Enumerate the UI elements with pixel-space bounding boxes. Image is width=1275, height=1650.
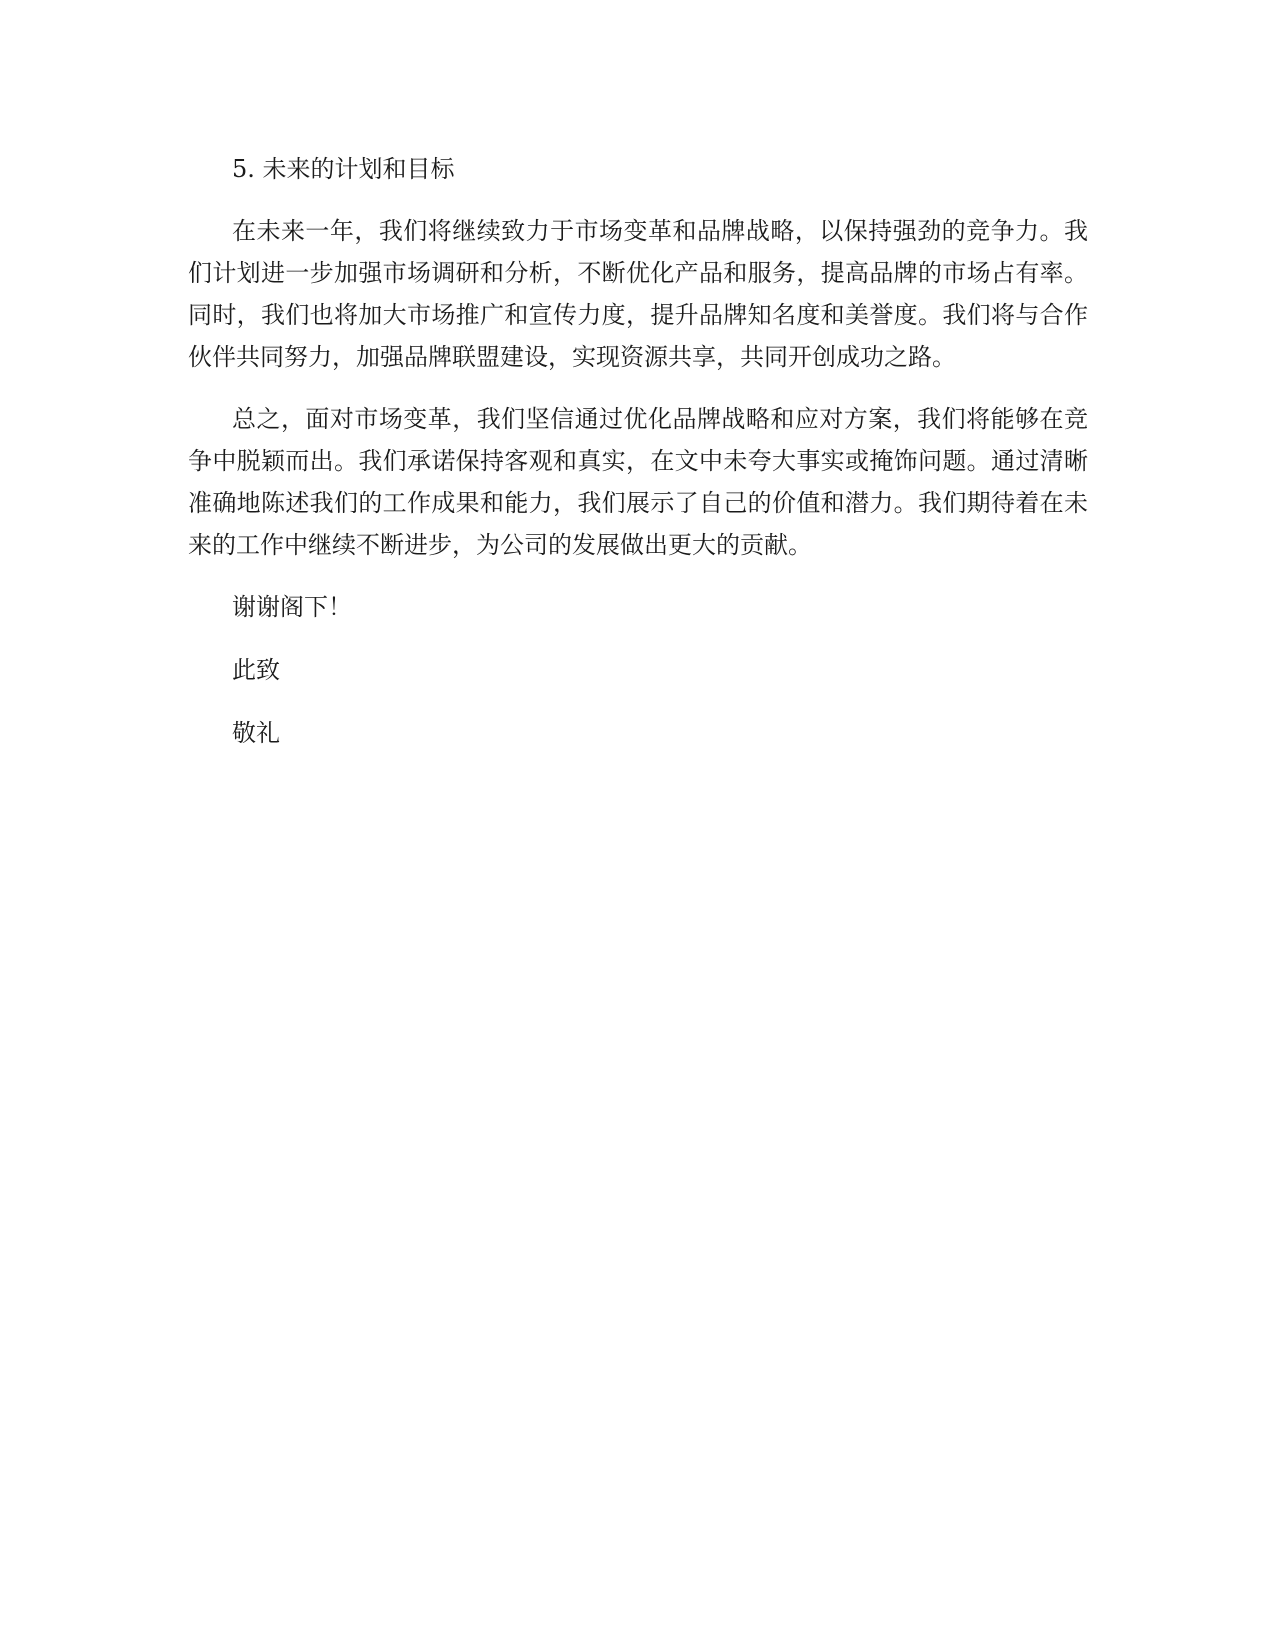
paragraph-future-plan: 在未来一年，我们将继续致力于市场变革和品牌战略，以保持强劲的竞争力。我们计划进一步加强市场调研和分析，不断优化产品和服务，提高品牌的市场占有率。同时，我们也将加大市场推广和宣传力度，提升品牌知名度和美誉度。我们将与合作伙伴共同努力，加强品牌联盟建设，实现资源共享，共同开创成功之路。 bbox=[188, 217, 1088, 371]
closing-line-1: 此致 bbox=[232, 656, 280, 684]
document-page bbox=[188, 148, 1088, 775]
closing-line-2: 敬礼 bbox=[232, 719, 280, 747]
section-heading: 5. 未来的计划和目标 bbox=[232, 155, 455, 183]
paragraph-conclusion: 总之，面对市场变革，我们坚信通过优化品牌战略和应对方案，我们将能够在竞争中脱颖而出。我们承诺保持客观和真实，在文中未夸大事实或掩饰问题。通过清晰准确地陈述我们的工作成果和能力，我们展示了自己的价值和潜力。我们期待着在未来的工作中继续不断进步，为公司的发展做出更大的贡献。 bbox=[188, 405, 1088, 559]
thanks-line: 谢谢阁下！ bbox=[232, 593, 352, 621]
